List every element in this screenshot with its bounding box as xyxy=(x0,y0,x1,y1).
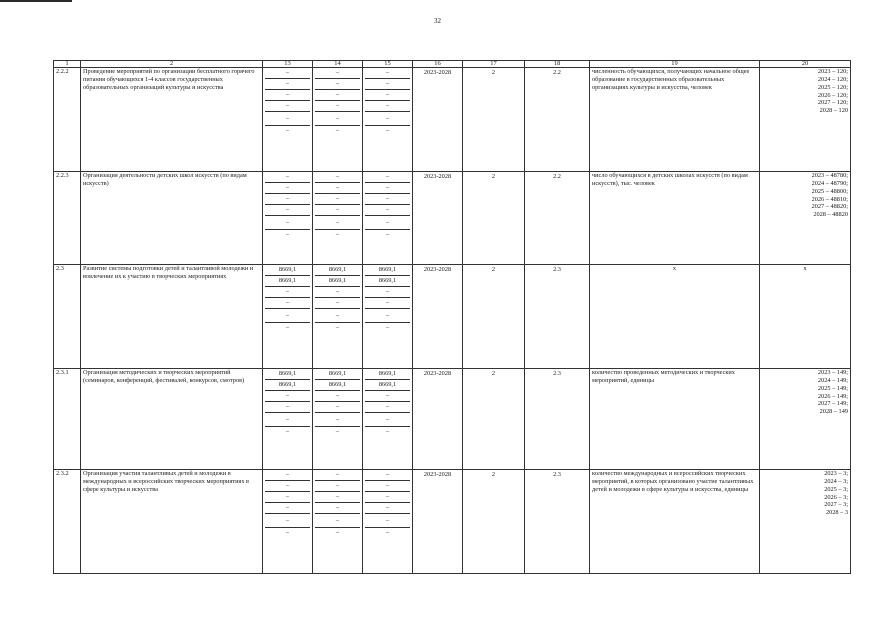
value-cell: – xyxy=(315,491,360,502)
col14-values xyxy=(313,172,363,265)
target-line: 2026 – 149; xyxy=(817,392,848,400)
target-line: 2023 – 120; xyxy=(817,68,848,75)
value-cell: – xyxy=(315,215,360,229)
value-cell: – xyxy=(265,229,310,240)
value-cell: – xyxy=(265,100,310,111)
value-cell: – xyxy=(315,125,360,136)
value-cell: – xyxy=(315,527,360,538)
value-cell: – xyxy=(315,480,360,491)
value-cell: – xyxy=(315,182,360,193)
value-cell: – xyxy=(265,286,310,297)
value-cell: – xyxy=(315,78,360,89)
col14-values xyxy=(313,265,363,369)
value-cell: – xyxy=(315,297,360,308)
value-cell: – xyxy=(365,193,410,204)
value-cell: – xyxy=(385,173,390,180)
value-cell: – xyxy=(285,173,290,180)
value-cell: – xyxy=(335,173,340,180)
table-row xyxy=(54,265,851,369)
col-header: 13 xyxy=(263,61,313,68)
col13-values xyxy=(263,265,313,369)
value-cell: 8669,1 xyxy=(278,266,297,273)
col13-values xyxy=(263,172,313,265)
value-cell: – xyxy=(365,308,410,322)
value-cell: – xyxy=(365,426,410,437)
table-row xyxy=(54,172,851,265)
value-cell: – xyxy=(385,69,390,76)
value-cell: – xyxy=(265,215,310,229)
value-cell: – xyxy=(315,426,360,437)
target-line: 2024 – 149; xyxy=(817,376,848,384)
period: 2023-2028 xyxy=(413,470,463,574)
header-row xyxy=(54,61,851,68)
target-line: 2026 – 120; xyxy=(817,91,848,99)
col14-values xyxy=(313,470,363,574)
col-header: 18 xyxy=(525,61,590,68)
value-cell: – xyxy=(265,78,310,89)
target-values xyxy=(760,172,851,265)
value-cell: – xyxy=(315,390,360,401)
value-cell: – xyxy=(365,412,410,426)
col13-values xyxy=(263,470,313,574)
value-cell: – xyxy=(315,286,360,297)
value-cell: – xyxy=(265,390,310,401)
col-header: 20 xyxy=(760,61,851,68)
value-cell: – xyxy=(335,69,340,76)
row-number: 2.2.3 xyxy=(54,172,81,265)
value-cell: 8669,1 xyxy=(365,379,410,390)
target-values xyxy=(760,470,851,574)
row-number: 2.3.2 xyxy=(54,470,81,574)
value-cell: – xyxy=(265,308,310,322)
target-line: 2026 – 3; xyxy=(824,493,848,501)
target-line: 2027 – 120; xyxy=(817,99,848,107)
value-cell: – xyxy=(315,502,360,513)
value-cell: – xyxy=(285,471,290,478)
col13-values xyxy=(263,68,313,172)
value-cell: – xyxy=(265,89,310,100)
value-cell: – xyxy=(365,100,410,111)
value-cell: – xyxy=(365,111,410,125)
page-number: 32 xyxy=(434,17,441,25)
target-line: 2028 – 3 xyxy=(825,509,848,517)
value-cell: – xyxy=(265,502,310,513)
value-cell: – xyxy=(265,401,310,412)
col-header: 14 xyxy=(313,61,363,68)
col-header: 2 xyxy=(81,61,263,68)
target-line: 2027 – 3; xyxy=(824,501,848,509)
period: 2023-2028 xyxy=(413,68,463,172)
col18-value: 2.2 xyxy=(525,68,590,172)
target-line: 2025 – 149; xyxy=(817,384,848,392)
period: 2023-2028 xyxy=(413,172,463,265)
activity-name: Организация методических и творческих мероприятий (семинаров, конференций, фестивалей, конкурсов, смотров) xyxy=(81,369,263,470)
indicator-x: х xyxy=(590,265,760,369)
value-cell: – xyxy=(315,308,360,322)
targets-x: х xyxy=(760,265,851,369)
col-header: 17 xyxy=(463,61,525,68)
value-cell: – xyxy=(265,297,310,308)
col-header: 16 xyxy=(413,61,463,68)
value-cell: – xyxy=(265,412,310,426)
target-line: 2024 – 3; xyxy=(824,477,848,485)
value-cell: – xyxy=(265,426,310,437)
col17-value: 2 xyxy=(463,172,525,265)
value-cell: – xyxy=(285,69,290,76)
period: 2023-2028 xyxy=(413,265,463,369)
col13-values xyxy=(263,369,313,470)
col14-values xyxy=(313,369,363,470)
value-cell: 8669,1 xyxy=(365,275,410,286)
value-cell: – xyxy=(315,513,360,527)
value-cell: – xyxy=(315,322,360,333)
col14-values xyxy=(313,68,363,172)
value-cell: – xyxy=(315,204,360,215)
value-cell: – xyxy=(365,502,410,513)
value-cell: – xyxy=(315,111,360,125)
indicator-text: число обучающихся в детских школах искусств (по видам искусств), тыс. человек xyxy=(590,172,760,265)
table-row xyxy=(54,470,851,574)
target-line: 2028 – 149 xyxy=(819,408,848,416)
target-line: 2026 – 48810; xyxy=(811,195,848,203)
col15-values xyxy=(363,265,413,369)
value-cell: 8669,1 xyxy=(328,266,347,273)
col18-value: 2.2 xyxy=(525,172,590,265)
value-cell: – xyxy=(315,401,360,412)
value-cell: – xyxy=(385,471,390,478)
target-line: 2024 – 48790; xyxy=(811,179,848,187)
col15-values xyxy=(363,68,413,172)
target-line: 2023 – 48780; xyxy=(811,172,848,179)
value-cell: – xyxy=(365,390,410,401)
value-cell: – xyxy=(365,215,410,229)
value-cell: – xyxy=(365,182,410,193)
value-cell: 8669,1 xyxy=(378,370,397,377)
col17-value: 2 xyxy=(463,470,525,574)
target-line: 2023 – 149; xyxy=(817,369,848,376)
indicator-text: количество международных и всероссийских творческих мероприятий, в которых организовано участие талантливых детей и молодежи в сфере культуры и искусства, единицы xyxy=(590,470,760,574)
value-cell: – xyxy=(365,513,410,527)
value-cell: – xyxy=(315,412,360,426)
row-number: 2.2.2 xyxy=(54,68,81,172)
col18-value: 2.3 xyxy=(525,369,590,470)
activity-name: Развитие системы подготовки детей и талантливой молодежи и вовлечение их к участию в творческих мероприятиях xyxy=(81,265,263,369)
value-cell: – xyxy=(365,204,410,215)
col18-value: 2.3 xyxy=(525,265,590,369)
value-cell: – xyxy=(265,491,310,502)
value-cell: 8669,1 xyxy=(328,370,347,377)
value-cell: 8669,1 xyxy=(265,379,310,390)
row-number: 2.3.1 xyxy=(54,369,81,470)
value-cell: – xyxy=(365,491,410,502)
top-rule xyxy=(0,0,72,2)
target-line: 2025 – 3; xyxy=(824,485,848,493)
value-cell: – xyxy=(265,204,310,215)
value-cell: – xyxy=(335,471,340,478)
value-cell: – xyxy=(265,527,310,538)
col17-value: 2 xyxy=(463,265,525,369)
value-cell: – xyxy=(365,78,410,89)
col18-value: 2.3 xyxy=(525,470,590,574)
value-cell: – xyxy=(265,111,310,125)
indicator-text: количество проведенных методических и творческих мероприятий, единицы xyxy=(590,369,760,470)
target-values xyxy=(760,369,851,470)
target-line: 2023 – 3; xyxy=(824,470,848,477)
period: 2023-2028 xyxy=(413,369,463,470)
value-cell: 8669,1 xyxy=(315,275,360,286)
value-cell: – xyxy=(315,89,360,100)
value-cell: – xyxy=(315,229,360,240)
activity-name: Проведение мероприятий по организации бесплатного горячего питания обучающихся 1-4 классов государственных образовательных организаций культуры и искусства xyxy=(81,68,263,172)
value-cell: – xyxy=(265,125,310,136)
target-line: 2028 – 120 xyxy=(819,107,848,115)
target-line: 2025 – 48800; xyxy=(811,187,848,195)
target-line: 2028 – 48820 xyxy=(813,211,848,219)
row-number: 2.3 xyxy=(54,265,81,369)
table-row xyxy=(54,369,851,470)
target-values xyxy=(760,68,851,172)
value-cell: – xyxy=(365,527,410,538)
value-cell: – xyxy=(315,193,360,204)
value-cell: – xyxy=(265,322,310,333)
value-cell: – xyxy=(265,182,310,193)
col-header: 19 xyxy=(590,61,760,68)
col-header: 1 xyxy=(54,61,81,68)
col15-values xyxy=(363,369,413,470)
value-cell: – xyxy=(365,297,410,308)
target-line: 2024 – 120; xyxy=(817,75,848,83)
activity-name: Организация участия талантливых детей и молодежи в международных и всероссийских творческих мероприятиях в сфере культуры и искусства xyxy=(81,470,263,574)
col17-value: 2 xyxy=(463,68,525,172)
value-cell: 8669,1 xyxy=(278,370,297,377)
col-header: 15 xyxy=(363,61,413,68)
col15-values xyxy=(363,172,413,265)
activity-name: Организация деятельности детских школ искусств (по видам искусств) xyxy=(81,172,263,265)
target-line: 2027 – 149; xyxy=(817,400,848,408)
value-cell: – xyxy=(365,480,410,491)
value-cell: – xyxy=(315,100,360,111)
value-cell: – xyxy=(365,229,410,240)
col15-values xyxy=(363,470,413,574)
value-cell: 8669,1 xyxy=(265,275,310,286)
value-cell: – xyxy=(365,125,410,136)
table-row xyxy=(54,68,851,172)
col17-value: 2 xyxy=(463,369,525,470)
target-line: 2027 – 48820; xyxy=(811,203,848,211)
value-cell: – xyxy=(365,286,410,297)
target-line: 2025 – 120; xyxy=(817,83,848,91)
value-cell: – xyxy=(365,322,410,333)
value-cell: – xyxy=(365,89,410,100)
value-cell: – xyxy=(265,193,310,204)
indicator-text: численность обучающихся, получающих начальное общее образование в государственных образовательных организациях культуры и искусства, человек xyxy=(590,68,760,172)
value-cell: – xyxy=(365,401,410,412)
value-cell: – xyxy=(265,513,310,527)
value-cell: 8669,1 xyxy=(378,266,397,273)
program-table xyxy=(53,60,851,574)
value-cell: – xyxy=(265,480,310,491)
value-cell: 8669,1 xyxy=(315,379,360,390)
